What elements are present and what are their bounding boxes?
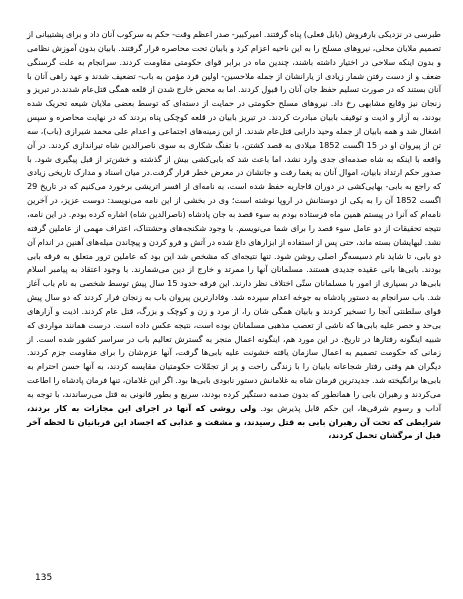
page-number: 135 (35, 573, 53, 583)
paragraph-text: طبرسی در نزدیکی بارفروش (بابل فعلی) پناه گرفتند. امیرکبیر- صدر اعظم وقت- حکم به سرکوب آنان داد و برای پشتیبانی از تصمیم ملایان محلی، نیروهای مسلح را به این ناحیه اعزام کرد و بابیان تحت محاصره قرار گرفتند. بابیان بدون آموزش نظامی و بدون اینکه سلاحی در اختیار داشته باشند، چندین ماه در برابر قوای حکومتی مقاومت کردند. سرانجام به علت گرسنگی ضعف و از دست رفتن شمار زیادی از یارانشان از جمله ملاحسین- اولین فرد مؤمن به باب- تضعیف شدند و عهد راهی آنان با آنان بستند که در صورت تسلیم حفظ جان آنان را قبول کردند. اما به محض خارج شدن از قلعه همگی قتل‌عام شدند.در تبریز و زنجان نیز وقایع مشابهی رخ داد. نیروهای مسلح حکومتی در حمایت از دسته‌ای که توسط بعضی ملایان شیعه تحریک شده بودند، به آزار و اذیت و توقیف بابیان مبادرت کردند. در تبریز بابیان در قلعه کوچکی پناه بردند که در نهایت محاصره و سپس اشغال شد و همه بابیان از جمله وحید دارابی قتل‌عام شدند. از این زمینه‌های اجتماعی و اعدام علی محمد شیرازی (باب)، سه تن از پیروان او در 15 اگست 1852 میلادی به قصد کشتن، با تفنگ شکاری به سوی ناصرالدین شاه تیراندازی کردند. در آن واقعه با اینکه به شاه صدمه‌ای جدی وارد نشد، اما باعث شد که بابی‌کشی بیش از گذشته و خشن‌تر از قبل پیگیری شود. با صدور حکم ارتداد بابیان، اموال آنان به یغما رفت و جانشان در معرض خطر قرار گرفت.در میان اسناد و مدارک تاریخی زیادی که راجع به بابی- بهایی‌کشی در دوران قاجاریه حفظ شده است، به نامه‌ای از افسر اتریشی برخورد می‌کنیم که در تاریخ 29 اگست 1852 آن را به یکی از دوستانش در اروپا نوشته است؛ وی در بخشی از این نامه می‌نویسد: دوست عزیز، در آخرین نامه‌ام که آنرا در پیستم همین ماه فرستاده بودم به سوء قصد به جان پادشاه (ناصرالدین شاه) اشاره کرده بودم. در این نامه، نتیجه تحقیقات از دو عامل سوء قصد را برای شما می‌نویسم. با وجود شکنجه‌های وحشتناک، اعتراف مهمی از عاملین گرفته نشد. لبهایشان بسته ماند، حتی پس از استفاده از ابزارهای داغ شده در آتش و فرو کردن و پیچاندن میله‌های آهنین در اندام آن دو بابی، تا شاید نام دسیسه‌گر اصلی روشن شود. تنها نتیجه‌ای که مشخص شد این بود که عاملین ترور متعلق به فرقه بابی بودند. بابی‌ها بانی عقیده جدیدی هستند. مسلمانان آنها را ممرتد و خارج از دین می‌شمارند. با وجود اعتقاد به پیامبر اسلام بابی‌ها در بسیاری از امور با مسلمانان ستّی اختلاف نظر دارند. این فرقه حدود 15 سال پیش توسط شخصی به نام باب آغاز شد. باب سرانجام به دستور پادشاه به جوخه اعدام سپرده شد. وفادارترین پیروان باب به زنجان فرار کردند که دو سال پیش قوای سلطنتی آنجا را تسخیر کردند و بابیان همگی شان را، از مرد و زن و کوچک و بزرگ، قتل عام کردند. اذیت و آزارهای بی‌حد و حصر علیه بابی‌ها که ناشی از تعصب مذهبی مسلمانان بوده است، نتیجه عکس داده است. درست همانند مواردی که شبیه اینگونه رفتارها در تاریخ. در این مورد هم، اینگونه اعمال منجر به گسترش تعالیم باب در سراسر کشور شده است. از زمانی که حکومت تصمیم به اعمال سازمان یافته خشونت علیه بابی‌ها گرفت، آنها عزم‌شان را برای مقاومت جزم کردند. دیگران هم وقتی رفتار شجاعانه بابیان را با زندگی راحت و پر از تجمّلات حکومتیان مقایسه کردند، به آنها حسن احترام به بابی‌ها برانگیخته شد. جدیدترین فرمان شاه به غلامانش دستور نابودی بابی‌ها بود. اگر این غلامان، تنها فرمان پادشاه را اطاعت می‌کردند و رهبران بابی را همانطور که بدون صدمه دستگیر کرده بودند، سریع و بطور قانونی به قتل می‌رساندند، با توجه به آداب و رسوم شرقی‌ها، این حکم قابل پذیرش بود. (27, 29, 441, 413)
paragraph-bold-text: ولی روشی که آنها در اجرای این مجازات به کار بردند، شرایطی که تحت آن رهبران بابی به قتل رسیدند، و مشقت و عذابی که اجساد این قربانیان تا لحظه آخر قبل از مرگشان تحمل کردند، (27, 402, 441, 441)
paragraph (27, 28, 441, 443)
body-text (27, 28, 441, 443)
